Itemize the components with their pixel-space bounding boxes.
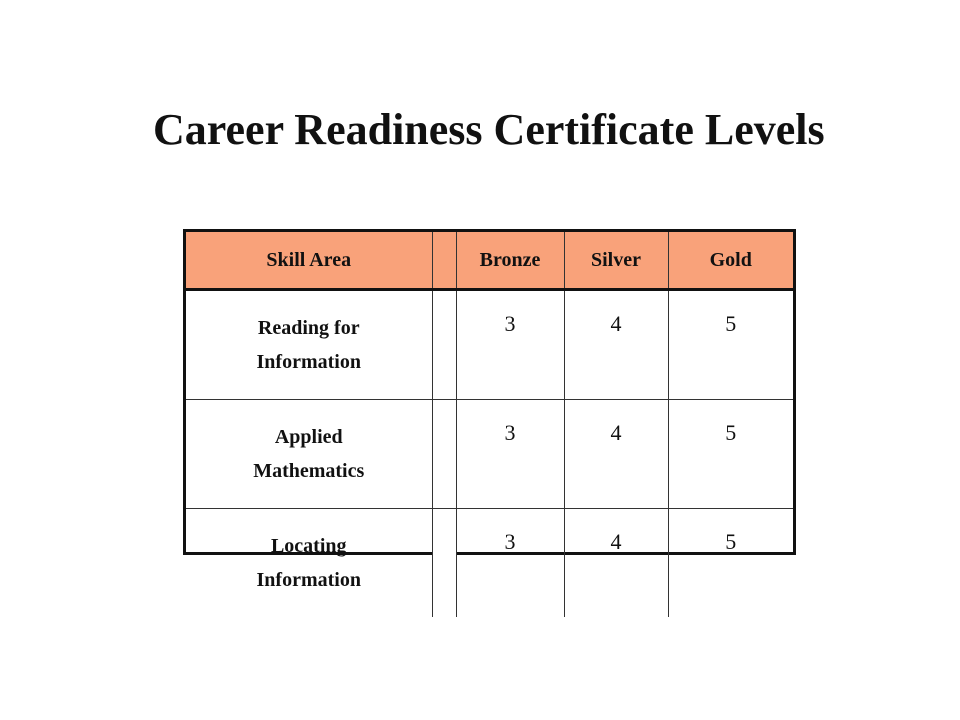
slide-title: Career Readiness Certificate Levels bbox=[153, 105, 825, 154]
table-row bbox=[186, 290, 793, 400]
certificate-levels-table bbox=[183, 229, 796, 591]
spacer-cell bbox=[432, 290, 456, 400]
silver-level: 4 bbox=[564, 400, 668, 509]
table-row bbox=[186, 400, 793, 509]
table-row bbox=[186, 509, 793, 618]
header-row bbox=[186, 232, 793, 290]
header-gold: Gold bbox=[668, 232, 793, 290]
header-skill-area: Skill Area bbox=[186, 232, 432, 290]
skill-label-line: Information bbox=[256, 351, 361, 373]
skill-label-line: Mathematics bbox=[253, 460, 365, 482]
skill-label-line: Applied bbox=[274, 426, 343, 448]
gold-level: 5 bbox=[668, 290, 793, 400]
skill-cell bbox=[186, 400, 432, 509]
gold-level: 5 bbox=[668, 509, 793, 618]
bronze-level: 3 bbox=[456, 290, 564, 400]
skill-label-line: Locating bbox=[270, 535, 347, 557]
header-spacer bbox=[432, 232, 456, 290]
spacer-cell bbox=[432, 509, 456, 618]
skill-label-line: Information bbox=[256, 569, 361, 591]
levels-table bbox=[186, 232, 793, 617]
header-silver: Silver bbox=[564, 232, 668, 290]
skill-cell bbox=[186, 290, 432, 400]
bronze-level: 3 bbox=[456, 509, 564, 618]
silver-level: 4 bbox=[564, 290, 668, 400]
skill-label-line: Reading for bbox=[257, 317, 360, 339]
bronze-level: 3 bbox=[456, 400, 564, 509]
spacer-cell bbox=[432, 400, 456, 509]
gold-level: 5 bbox=[668, 400, 793, 509]
header-bronze: Bronze bbox=[456, 232, 564, 290]
skill-cell bbox=[186, 509, 432, 618]
silver-level: 4 bbox=[564, 509, 668, 618]
